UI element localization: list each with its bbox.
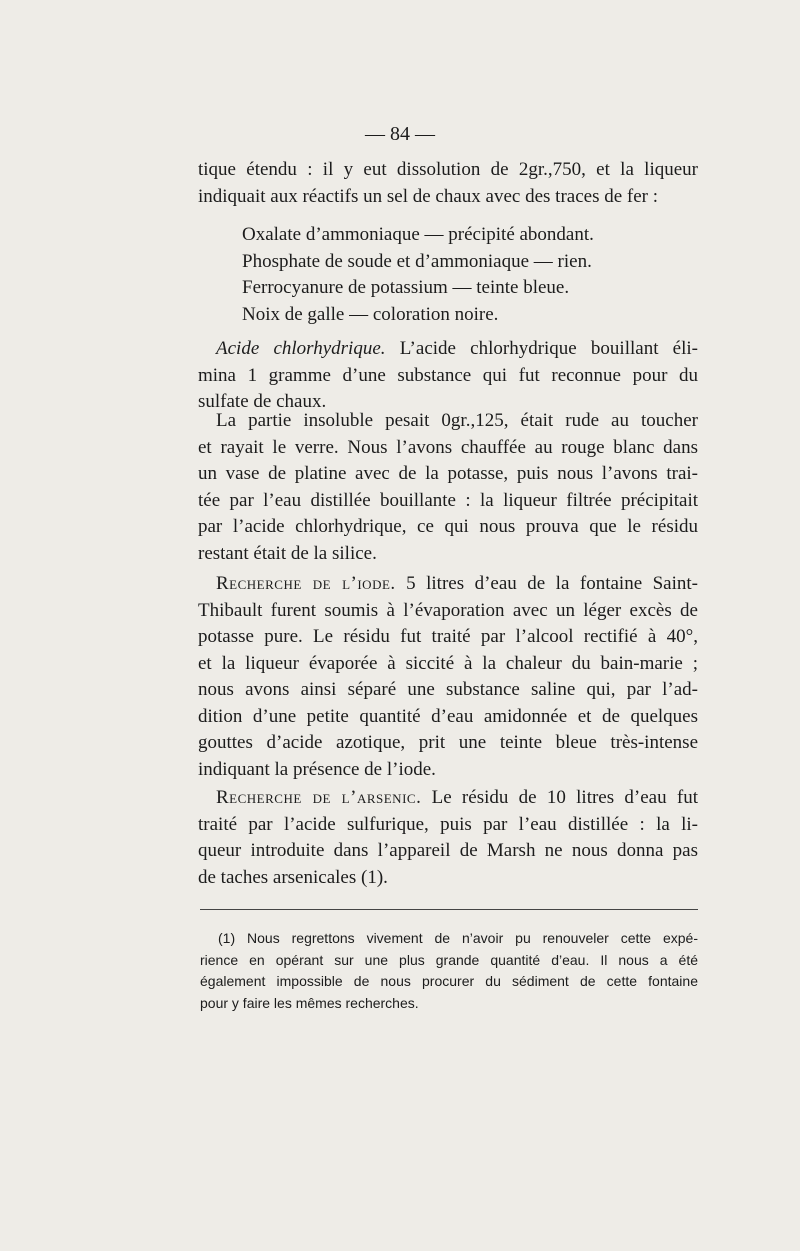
text-line [198, 785, 698, 812]
text-line [198, 571, 698, 598]
acid-first-line: L’acide chlorhydrique bouillant éli- [385, 338, 698, 359]
intro-paragraph [198, 157, 698, 210]
text-line: et la liqueur évaporée à siccité à la chaleur du bain-marie ; [198, 652, 698, 674]
iode-heading: Recherche de l’iode. [216, 573, 396, 594]
footnote-line: (1) Nous regrettons vivement de n’avoir pu renouveler cette expé- [218, 930, 698, 946]
arsenic-first-line: Le résidu de 10 litres d’eau fut [421, 787, 699, 808]
acid-paragraph [198, 336, 698, 416]
list-item: Ferrocyanure de potassium — teinte bleue. [242, 277, 570, 298]
text-line: par l’acide chlorhydrique, ce qui nous prouva que le résidu [198, 516, 698, 537]
list-item: Noix de galle — coloration noire. [242, 303, 499, 325]
text-line: sulfate de chaux. [198, 391, 327, 412]
arsenic-heading: Recherche de l’arsenic. [216, 787, 422, 808]
text-line: potasse pure. Le résidu fut traité par l’alcool rectifié à 40°, [198, 626, 698, 647]
insoluble-paragraph [198, 408, 698, 567]
page-number: — 84 — [365, 123, 435, 145]
text-line: gouttes d’acide azotique, prit une teinte bleue très-intense [198, 732, 698, 753]
text-line: un vase de platine avec de la potasse, puis nous l’avons trai- [198, 463, 698, 484]
text-line: mina 1 gramme d’une substance qui fut reconnue pour du [198, 364, 698, 386]
text-line: dition d’une petite quantité d’eau amidonnée et de quelques [198, 705, 698, 727]
text-line: traité par l’acide sulfurique, puis par l’eau distillée : la li- [198, 813, 698, 835]
footnote [200, 928, 698, 1014]
text-line: indiquant la présence de l’iode. [198, 758, 436, 780]
text-line: tée par l’eau distillée bouillante : la liqueur filtrée précipitait [198, 489, 698, 511]
text-line: tique étendu : il y eut dissolution de 2gr.,750, et la liqueur [198, 159, 698, 180]
footnote-divider [200, 909, 698, 910]
iode-paragraph [198, 571, 698, 783]
list-item: Phosphate de soude et d’ammoniaque — rien. [242, 250, 592, 272]
acid-heading: Acide chlorhydrique. [216, 338, 386, 359]
text-line: restant était de la silice. [198, 542, 377, 564]
text-line: La partie insoluble pesait 0gr.,125, était rude au toucher [216, 410, 698, 431]
text-line: de taches arsenicales (1). [198, 866, 388, 888]
text-line: et rayait le verre. Nous l’avons chauffée au rouge blanc dans [198, 436, 698, 458]
text-line: indiquait aux réactifs un sel de chaux avec des traces de fer : [198, 185, 659, 207]
list-item: Oxalate d’ammoniaque — précipité abondant. [242, 224, 594, 245]
footnote-line: également impossible de nous procurer du sédiment de cette fontaine [200, 973, 698, 989]
text-line: nous avons ainsi séparé une substance saline qui, par l’ad- [198, 679, 698, 700]
text-line: Thibault furent soumis à l’évaporation avec un léger excès de [198, 599, 698, 621]
reaction-list [198, 222, 698, 328]
text-line [198, 336, 698, 363]
iode-first-line: 5 litres d’eau de la fontaine Saint- [395, 573, 698, 594]
footnote-line: rience en opérant sur une plus grande quantité d’eau. Il nous a été [200, 951, 698, 968]
arsenic-paragraph [198, 785, 698, 891]
footnote-line: pour y faire les mêmes recherches. [200, 994, 419, 1011]
text-line: queur introduite dans l’appareil de Marsh ne nous donna pas [198, 840, 698, 861]
